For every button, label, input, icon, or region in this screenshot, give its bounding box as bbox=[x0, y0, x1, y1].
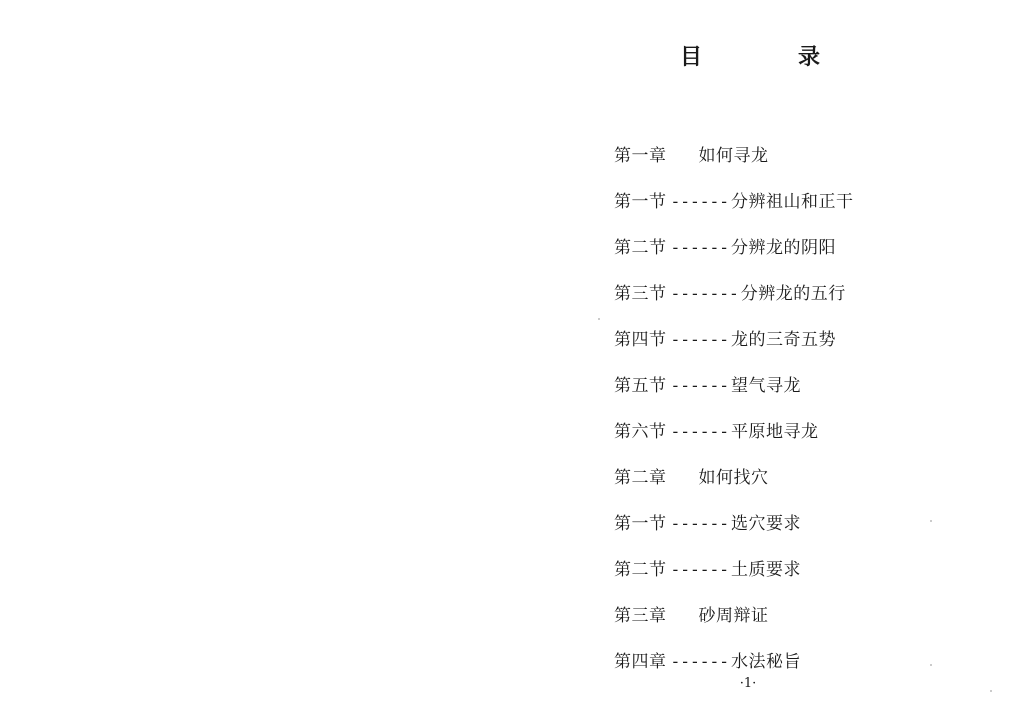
toc-leader: ------ bbox=[672, 376, 731, 396]
toc-label: 第二节 bbox=[614, 238, 667, 258]
scan-speck bbox=[598, 318, 600, 320]
toc-row-section bbox=[614, 554, 974, 600]
toc-leader: ------- bbox=[672, 284, 741, 304]
toc-entry: 水法秘旨 bbox=[730, 652, 801, 672]
scan-speck bbox=[990, 690, 992, 692]
toc-row-section bbox=[614, 324, 974, 370]
toc-label: 第四节 bbox=[614, 330, 667, 350]
table-of-contents-title bbox=[680, 40, 830, 76]
toc-row-section bbox=[614, 278, 974, 324]
toc-entry: 分辨龙的阴阳 bbox=[730, 238, 836, 258]
toc-leader: ------ bbox=[672, 422, 731, 442]
toc-leader: ------ bbox=[672, 560, 731, 580]
toc-row-section bbox=[614, 232, 974, 278]
toc-entry: 望气寻龙 bbox=[730, 376, 801, 396]
toc-label: 第六节 bbox=[614, 422, 667, 442]
toc-row-section bbox=[614, 186, 974, 232]
scan-speck bbox=[930, 520, 932, 522]
toc-leader: ------ bbox=[672, 514, 731, 534]
toc-row-section bbox=[614, 508, 974, 554]
toc-list bbox=[614, 140, 974, 692]
toc-row-chapter-4 bbox=[614, 646, 974, 692]
toc-entry: 砂周辩证 bbox=[698, 606, 769, 626]
toc-entry: 选穴要求 bbox=[730, 514, 801, 534]
toc-entry: 土质要求 bbox=[730, 560, 801, 580]
toc-leader: ------ bbox=[672, 330, 731, 350]
toc-leader: ------ bbox=[672, 652, 731, 672]
toc-entry: 如何寻龙 bbox=[698, 146, 769, 166]
title-char-2: 录 bbox=[798, 45, 821, 70]
toc-entry: 分辨祖山和正干 bbox=[730, 192, 854, 212]
toc-leader: ------ bbox=[672, 192, 731, 212]
toc-label: 第二节 bbox=[614, 560, 667, 580]
title-char-1: 目 bbox=[680, 45, 703, 70]
toc-row-section bbox=[614, 370, 974, 416]
page-number: ·1· bbox=[739, 676, 757, 691]
toc-label: 第三节 bbox=[614, 284, 667, 304]
toc-entry: 平原地寻龙 bbox=[730, 422, 819, 442]
toc-entry: 如何找穴 bbox=[698, 468, 769, 488]
toc-leader: ------ bbox=[672, 238, 731, 258]
toc-label: 第二章 bbox=[614, 468, 667, 488]
toc-label: 第一节 bbox=[614, 192, 667, 212]
toc-label: 第三章 bbox=[614, 606, 667, 626]
toc-row-section bbox=[614, 416, 974, 462]
toc-entry: 龙的三奇五势 bbox=[730, 330, 836, 350]
toc-entry: 分辨龙的五行 bbox=[740, 284, 846, 304]
toc-row-chapter-1 bbox=[614, 140, 974, 186]
toc-label: 第一节 bbox=[614, 514, 667, 534]
toc-label: 第四章 bbox=[614, 652, 667, 672]
toc-label: 第五节 bbox=[614, 376, 667, 396]
toc-row-chapter-3 bbox=[614, 600, 974, 646]
toc-label: 第一章 bbox=[614, 146, 667, 166]
toc-row-chapter-2 bbox=[614, 462, 974, 508]
scan-speck bbox=[930, 664, 932, 666]
